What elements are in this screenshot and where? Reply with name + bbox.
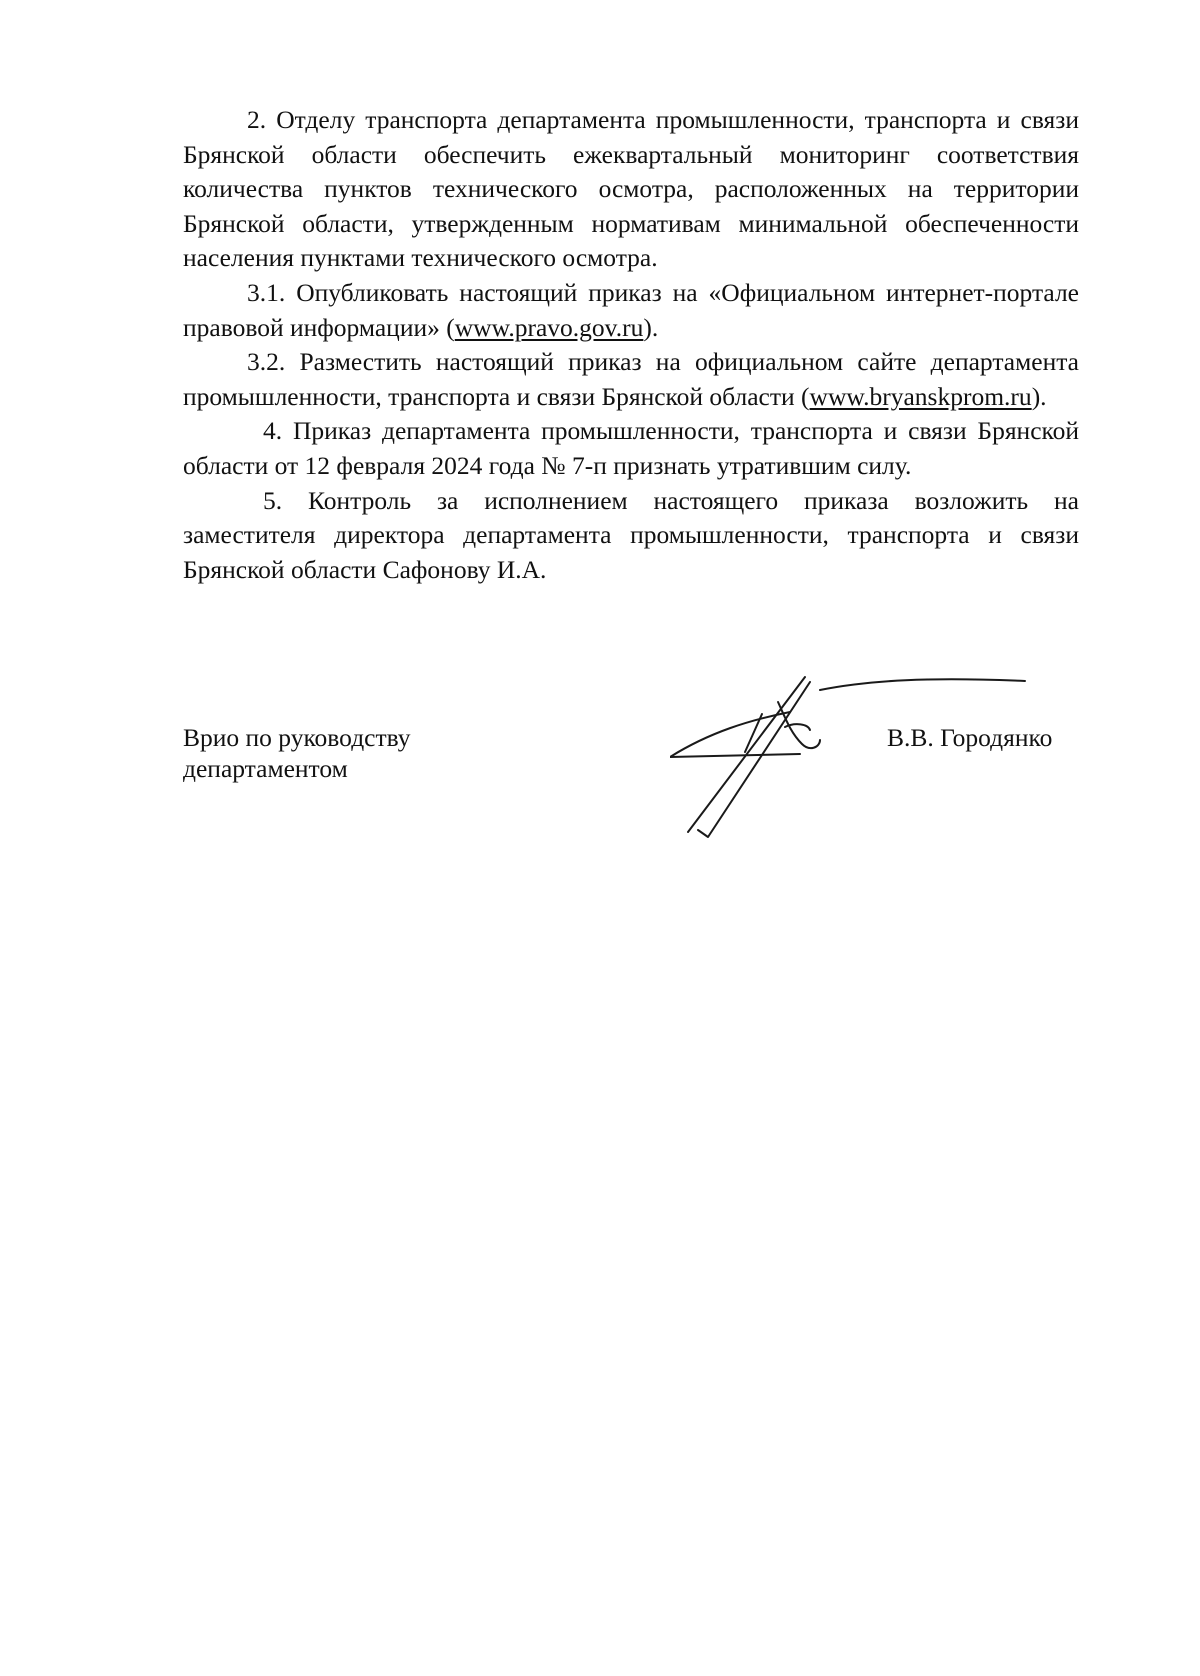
paragraph-3-2-tail: ). [1031, 381, 1047, 411]
document-body [183, 103, 1079, 587]
paragraph-3-1-text: 3.1. Опубликовать настоящий приказ на «Официальном интернет-портале правовой информации» ( [183, 277, 1079, 342]
paragraph-3-1-tail: ). [643, 312, 659, 342]
pravo-gov-link[interactable]: www.pravo.gov.ru [454, 312, 644, 342]
signatory-name: В.В. Городянко [887, 723, 1053, 752]
paragraph-5: 5. Контроль за исполнением настоящего приказа возложить на заместителя директора департамента промышленности, транспорта и связи Брянской области Сафонову И.А. [183, 485, 1079, 584]
signatory-position [183, 722, 411, 784]
paragraph-3-1 [183, 276, 1079, 345]
paragraph-2: 2. Отделу транспорта департамента промышленности, транспорта и связи Брянской области обеспечить ежеквартальный мониторинг соответствия количества пунктов технического осмотра, расположенных на территории Брянской области, утвержденным нормативам минимальной обеспеченности населения пунктами технического осмотра. [183, 105, 1079, 273]
paragraph-3-2-text: 3.2. Разместить настоящий приказ на официальном сайте департамента промышленности, транспорта и связи Брянской области ( [183, 347, 1079, 411]
paragraph-4: 4. Приказ департамента промышленности, транспорта и связи Брянской области от 12 февраля 2024 года № 7-п признать утратившим силу. [183, 416, 1079, 480]
paragraph-3-2 [183, 345, 1079, 414]
bryanskprom-link[interactable]: www.bryanskprom.ru [809, 381, 1032, 411]
handwritten-signature [670, 672, 1030, 842]
signatory-position-line1: Врио по руководству [183, 723, 411, 752]
signatory-position-line2: департаментом [183, 754, 348, 783]
